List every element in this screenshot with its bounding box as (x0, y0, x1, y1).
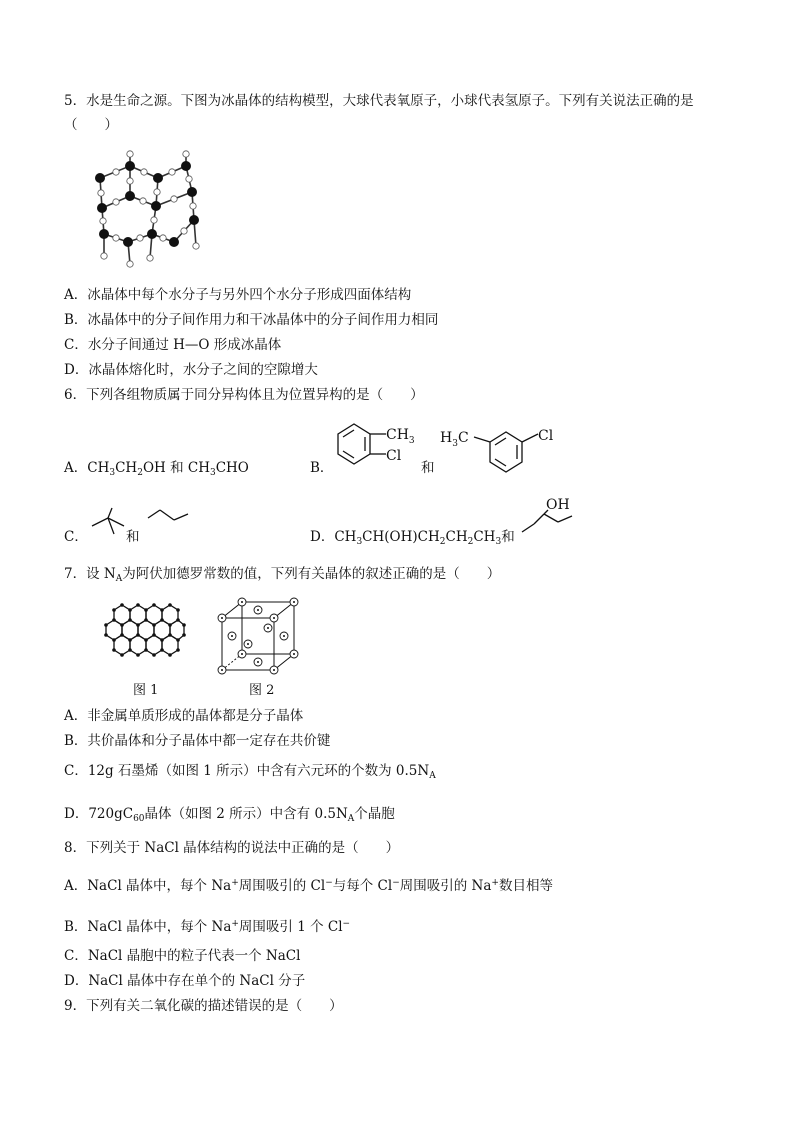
isobutane-skeleton-icon (90, 506, 130, 536)
q6-a-f2-sub: 2 (137, 468, 143, 478)
q7-option-c-sub: A (429, 771, 436, 781)
q8-b-1: B．NaCl 晶体中，每个 Na (64, 919, 232, 935)
q6-option-b-label: B． (310, 460, 334, 476)
q6-a-f3-sub: 3 (209, 468, 216, 478)
q7-stem-2: 为阿伏加德罗常数的值，下列有关晶体的叙述正确的是（ ） (122, 566, 501, 582)
q8-a-sup4: + (491, 878, 499, 888)
chlorotoluene-ortho-icon (330, 418, 430, 474)
q6-a-f4: CHO (215, 460, 249, 476)
q6-stem: 6．下列各组物质属于同分异构体且为位置异构的是（ ） (64, 387, 424, 403)
q8-b-2: 周围吸引 1 个 Cl (238, 919, 343, 935)
q7-stem (64, 565, 500, 588)
chlorotoluene-meta-icon (440, 420, 570, 472)
q6-option-b-and: 和 (421, 460, 435, 476)
c60-unit-cell-icon (218, 598, 300, 674)
q7-option-d-2: 晶体（如图 2 所示）中含有 0.5N (144, 806, 348, 822)
q8-a-sup1: + (231, 878, 239, 888)
svg-text:CH3 (386, 427, 415, 446)
q6-option-d-and: 和 (501, 529, 515, 545)
q8-a-3: 与每个 Cl (332, 878, 393, 894)
q8-option-b (64, 915, 350, 936)
q7-figure-1-label: 图 1 (133, 683, 159, 698)
q7-option-c (64, 762, 436, 785)
q6-a-f1-sub: 3 (109, 468, 116, 478)
q6-d-f1-sub: 3 (356, 537, 363, 547)
q7-option-d-1: D．720gC (64, 806, 134, 822)
q5-option-b: B．冰晶体中的分子间作用力和干冰晶体中的分子间作用力相同 (64, 312, 439, 328)
q5-option-d: D．冰晶体熔化时，水分子之间的空隙增大 (64, 362, 318, 378)
b-mol2-cl: Cl (538, 428, 554, 444)
q7-option-a: A．非金属单质形成的晶体都是分子晶体 (64, 708, 304, 724)
q7-option-c-text: C．12g 石墨烯（如图 1 所示）中含有六元环的个数为 0.5N (64, 763, 430, 779)
q5-stem: 5．水是生命之源。下图为冰晶体的结构模型，大球代表氧原子，小球代表氢原子。下列有关说法正确的是 (64, 93, 694, 109)
q6-d-f4-sub: 3 (495, 537, 502, 547)
q6-d-f2: CH(OH)CH (362, 529, 440, 545)
q6-d-f1: CH (334, 529, 357, 545)
butanol-skeleton-icon (520, 498, 576, 538)
q6-option-d (310, 528, 515, 551)
q8-b-sup1: + (231, 919, 239, 929)
q8-a-5: 数目相等 (498, 878, 553, 894)
q6-d-f3-sub: 2 (467, 537, 474, 547)
q6-d-f2-sub: 2 (439, 537, 446, 547)
b-mol1-ch: CH (386, 427, 409, 443)
q6-a-f1: CH (87, 460, 110, 476)
q8-b-sup2: − (342, 919, 351, 929)
butane-skeleton-icon (146, 506, 190, 528)
q8-stem: 8．下列关于 NaCl 晶体结构的说法中正确的是（ ） (64, 840, 400, 856)
q7-stem-sub: A (115, 574, 123, 584)
q6-a-f3: OH 和 CH (142, 460, 210, 476)
q7-option-b: B．共价晶体和分子晶体中都一定存在共价键 (64, 733, 331, 749)
q6-option-a-label: A． (64, 460, 88, 476)
ice-crystal-structure-icon (90, 148, 210, 270)
b-mol2-c: C (457, 430, 469, 446)
q7-stem-1: 7．设 N (64, 566, 116, 582)
q8-a-1: A．NaCl 晶体中，每个 Na (64, 878, 232, 894)
b-mol1-ch-sub: 3 (408, 436, 415, 446)
q7-figure-2-label: 图 2 (249, 683, 275, 698)
q6-d-f3: CH (445, 529, 468, 545)
q5-answer-blank: （ ） (64, 117, 118, 133)
q6-option-a (64, 459, 249, 482)
b-mol2-h-sub: 3 (452, 439, 458, 449)
q7-option-d (64, 805, 395, 828)
q5-option-c: C．水分子间通过 H—O 形成冰晶体 (64, 337, 282, 353)
q7-option-d-sub60: 60 (133, 814, 145, 824)
q8-a-2: 周围吸引的 Cl (238, 878, 326, 894)
q6-option-d-label: D． (310, 529, 335, 545)
svg-text:H3C (440, 430, 469, 449)
q7-option-d-3: 个晶胞 (354, 806, 395, 822)
q6-d-f4: CH (473, 529, 496, 545)
q8-a-sup3: − (392, 878, 400, 888)
q8-option-c: C．NaCl 晶胞中的粒子代表一个 NaCl (64, 948, 301, 964)
graphene-hexagon-icon (100, 602, 186, 664)
q6-option-c-and: 和 (126, 529, 140, 545)
q5-option-a: A．冰晶体中每个水分子与另外四个水分子形成四面体结构 (64, 287, 412, 303)
q9-stem: 9．下列有关二氧化碳的描述错误的是（ ） (64, 998, 343, 1014)
q8-option-d: D．NaCl 晶体中存在单个的 NaCl 分子 (64, 973, 306, 989)
b-mol1-cl: Cl (386, 448, 402, 464)
d-oh: OH (546, 497, 570, 513)
q6-a-f2: CH (115, 460, 138, 476)
b-mol2-h: H (440, 430, 453, 446)
q6-option-c-label: C． (64, 529, 88, 545)
q8-a-sup2: − (325, 878, 333, 888)
q7-option-d-subA: A (347, 814, 355, 824)
q8-option-a (64, 874, 553, 895)
q8-a-4: 周围吸引的 Na (399, 878, 492, 894)
